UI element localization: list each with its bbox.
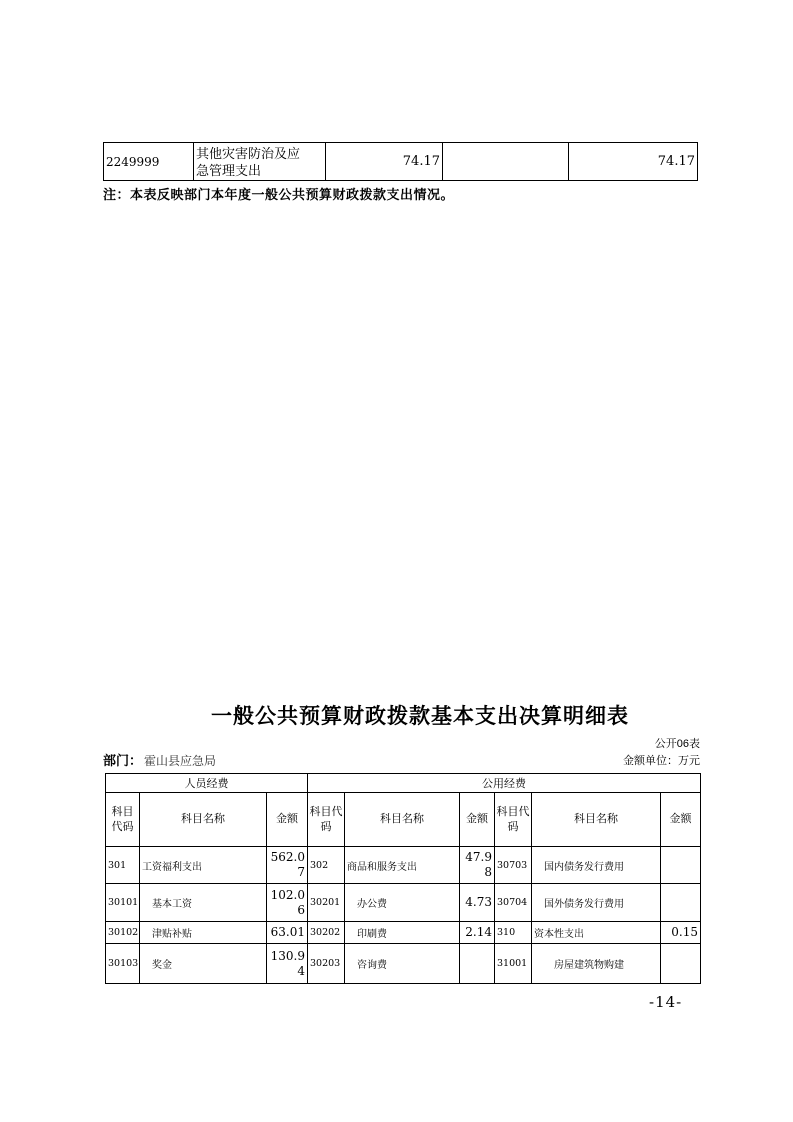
subject-name-cell: 工资福利支出 <box>140 847 267 884</box>
amount-cell <box>460 944 495 984</box>
table-row <box>104 143 698 181</box>
table-row <box>106 922 701 944</box>
amount-cell: 47.98 <box>460 847 495 884</box>
col-header-amount: 金额 <box>267 793 308 847</box>
empty-amount-cell <box>443 143 569 181</box>
subject-code-cell: 30101 <box>106 884 140 922</box>
subject-name-cell: 津贴补贴 <box>140 922 267 944</box>
amount-cell: 130.94 <box>267 944 308 984</box>
department-label: 部门： <box>103 753 143 768</box>
table-row <box>106 884 701 922</box>
page-title: 一般公共预算财政拨款基本支出决算明细表 <box>211 705 629 728</box>
amount-cell: 63.01 <box>267 922 308 944</box>
table-row <box>106 847 701 884</box>
amount-cell: 2.14 <box>460 922 495 944</box>
page-number: -14- <box>649 993 683 1011</box>
department-line <box>103 750 216 769</box>
subject-code-cell: 30704 <box>495 884 532 922</box>
subject-name-cell: 国外债务发行费用 <box>532 884 661 922</box>
col-header-name: 科目名称 <box>345 793 460 847</box>
subject-name-cell: 国内债务发行费用 <box>532 847 661 884</box>
subject-code-cell: 31001 <box>495 944 532 984</box>
subject-code-cell: 310 <box>495 922 532 944</box>
subject-code-cell: 301 <box>106 847 140 884</box>
department-name: 霍山县应急局 <box>144 754 217 768</box>
col-header-name: 科目名称 <box>532 793 661 847</box>
table-row <box>106 944 701 984</box>
expenditure-summary-table <box>103 142 698 181</box>
subject-name-cell: 基本工资 <box>140 884 267 922</box>
col-header-name: 科目名称 <box>140 793 267 847</box>
group-header-public: 公用经费 <box>308 774 701 793</box>
subject-name-cell: 奖金 <box>140 944 267 984</box>
subject-code-cell: 2249999 <box>104 143 194 181</box>
amount-cell: 102.06 <box>267 884 308 922</box>
subject-name-cell: 其他灾害防治及应急管理支出 <box>194 143 326 181</box>
subject-name-cell: 资本性支出 <box>532 922 661 944</box>
subject-name-cell: 印刷费 <box>345 922 460 944</box>
column-header-row <box>106 793 701 847</box>
subject-name-cell: 房屋建筑物购建 <box>532 944 661 984</box>
amount-cell: 0.15 <box>661 922 701 944</box>
doc-label: 公开06表 <box>654 738 700 750</box>
table-note: 注：本表反映部门本年度一般公共预算财政拨款支出情况。 <box>103 187 455 202</box>
amount-cell <box>661 884 701 922</box>
subject-code-cell: 30201 <box>308 884 345 922</box>
subject-code-cell: 30102 <box>106 922 140 944</box>
subject-name-cell: 商品和服务支出 <box>345 847 460 884</box>
group-header-row <box>106 774 701 793</box>
col-header-code: 科目代码 <box>106 793 140 847</box>
unit-label: 金额单位：万元 <box>623 755 700 767</box>
subject-code-cell: 302 <box>308 847 345 884</box>
amount-cell: 4.73 <box>460 884 495 922</box>
subject-name-cell: 办公费 <box>345 884 460 922</box>
subject-code-cell: 30703 <box>495 847 532 884</box>
amount-cell: 562.07 <box>267 847 308 884</box>
subject-code-cell: 30203 <box>308 944 345 984</box>
col-header-amount: 金额 <box>460 793 495 847</box>
amount-cell <box>661 847 701 884</box>
amount-cell <box>661 944 701 984</box>
col-header-code: 科目代码 <box>495 793 532 847</box>
group-header-personnel: 人员经费 <box>106 774 308 793</box>
basic-expenditure-detail-table <box>105 773 701 984</box>
table-meta <box>623 736 700 770</box>
subject-code-cell: 30202 <box>308 922 345 944</box>
col-header-code: 科目代码 <box>308 793 345 847</box>
amount-cell: 74.17 <box>569 143 698 181</box>
amount-cell: 74.17 <box>326 143 443 181</box>
subject-code-cell: 30103 <box>106 944 140 984</box>
col-header-amount: 金额 <box>661 793 701 847</box>
subject-name-cell: 咨询费 <box>345 944 460 984</box>
